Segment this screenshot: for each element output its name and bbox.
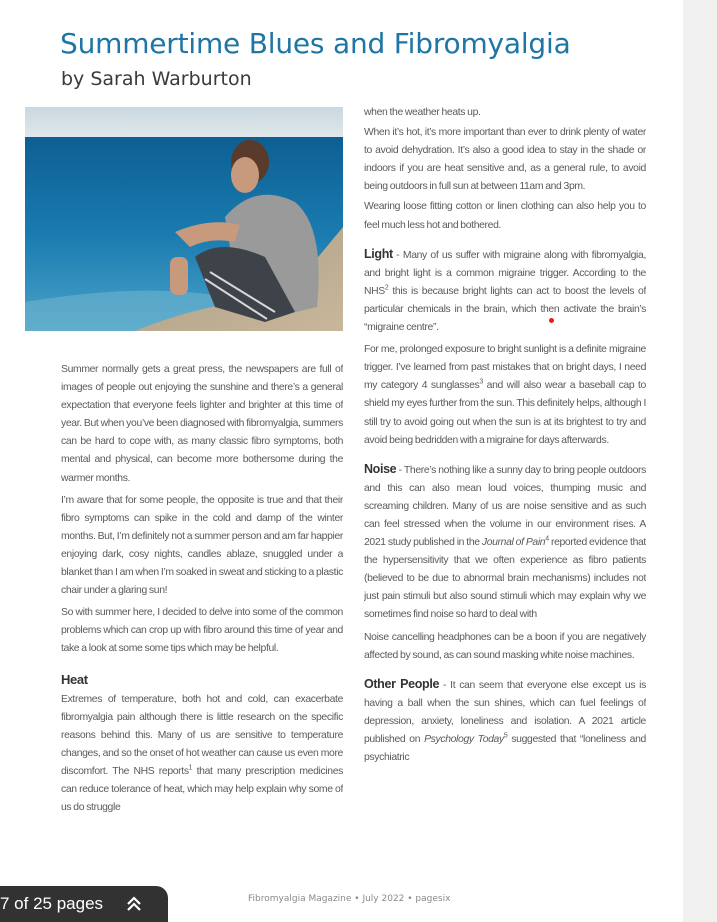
intro-paragraph: Summer normally gets a great press, the newspapers are full of images of people out enjoying the sunshine and there’s a general expectation that everyone feels lighter and brighter at this time of year. But when you’ve been diagnosed with fibromyalgia, summers can be hard to cope with, as many classic fibro symptoms, both mental and physical, can become more bothersome during the warmer months. (61, 364, 343, 484)
continuation-text: when the weather heats up. (364, 107, 481, 118)
footnote-ref[interactable]: 4 (545, 535, 549, 543)
other-people-heading: Other People (364, 676, 440, 691)
left-column (61, 361, 343, 881)
noise-tip-paragraph: Noise cancelling headphones can be a boon if you are negatively affected by sound, as can sound masking white noise machines. (364, 631, 646, 661)
journal-name: Journal of Pain (481, 537, 546, 549)
light-personal-text: For me, prolonged exposure to bright sunlight is a definite migraine trigger. I’ve learned from past mistakes that on bright days, I need my category 4 sunglasses (364, 344, 646, 392)
scroll-to-top-button[interactable] (123, 893, 145, 915)
heat-heading: Heat (61, 671, 88, 687)
intro-paragraph: So with summer here, I decided to delve into some of the common problems which can crop up with fibro around this time of year and take a look at some some tips which may be helpful. (61, 607, 343, 655)
light-paragraph (364, 245, 646, 337)
article-photo-man-on-beach (25, 107, 343, 331)
heat-paragraph (61, 691, 343, 818)
light-personal-text: and will also wear a baseball cap to shield my eyes further from the sun. This definitely helps, although I still try to avoid going out when the sun is at its brightest to try and avoid being bedridden with a migraine for days afterwards. (364, 380, 646, 446)
noise-text: reported evidence that the hypersensitivity that we often experience as fibro patients (believed to be due to abnormal brain mechanisms) includes not just pain stimuli but also sound stimuli which may explain why we sometimes find noise so hard to deal with (364, 537, 646, 621)
light-heading: Light (364, 246, 393, 261)
page-counter-label: 7 of 25 pages (0, 894, 104, 913)
heat-text: Extremes of temperature, both hot and cold, can exacerbate fibromyalgia pain although there is little research on the specific reasons behind this. Many of us are sensitive to temperature changes, and so the onset of hot weather can cause us even more discomfort. The NHS reports (61, 693, 343, 777)
light-text: - Many of us suffer with migraine along with fibromyalgia, and bright light is a common migraine trigger. According to the NHS (364, 249, 646, 297)
other-people-paragraph (364, 675, 646, 767)
heat-text: that many prescription medicines can reduce tolerance of heat, which may help explain why some of us do struggle (61, 765, 343, 814)
footnote-ref[interactable]: 5 (503, 732, 508, 740)
footnote-ref[interactable]: 3 (479, 378, 483, 386)
light-text: this is because bright lights can act to boost the levels of particular chemicals in the brain, which then activate the brain’s “migraine centre”. (364, 285, 646, 334)
hot-tips-paragraph: When it’s hot, it’s more important than ever to drink plenty of water to avoid dehydration. It’s also a good idea to stay in the shade or indoors if you are heat sensitive and, as a general rule, to avoid being outdoors in full sun at between 11am and 3pm. (364, 127, 646, 193)
page-counter-widget (0, 886, 168, 922)
other-people-text: suggested that “loneliness and psychiatric (364, 734, 646, 764)
noise-text: - There’s nothing like a sunny day to bring people outdoors and this can also mean loud voices, thumping music and screaming children. Many of us are noise sensitive and as such can feel stressed when the volume in our environment rises. A 2021 study published in the (364, 464, 646, 549)
noise-paragraph (364, 460, 646, 625)
page-footer: Fibromyalgia Magazine • July 2022 • pagesix (248, 894, 451, 904)
article-author: by Sarah Warburton (61, 68, 252, 90)
right-column (364, 104, 646, 882)
light-personal-paragraph (364, 341, 646, 450)
footnote-ref[interactable]: 2 (384, 284, 389, 292)
noise-heading: Noise (364, 461, 397, 476)
other-people-text: - It can seem that everyone else except us is having a ball when the sun shines, which can fuel feelings of depression, anxiety, loneliness and isolation. A 2021 article published on (364, 679, 646, 745)
double-chevron-up-icon (124, 894, 144, 914)
footnote-ref[interactable]: 1 (188, 764, 193, 772)
article-title: Summertime Blues and Fibromyalgia (60, 27, 571, 60)
publication-name: Psychology Today (424, 734, 504, 745)
clothing-paragraph: Wearing loose fitting cotton or linen clothing can also help you to feel much less hot and bothered. (364, 201, 646, 231)
intro-paragraph: I’m aware that for some people, the opposite is true and that their fibro symptoms can spike in the cold and damp of the winter months. But, I’m definitely not a summer person and am far happier enjoying dark, cosy nights, candles ablaze, snuggled under a blanket than I am when I’m soaked in sweat and sticking to a plastic chair under a glaring sun! (61, 494, 343, 597)
pointer-dot (549, 318, 554, 323)
